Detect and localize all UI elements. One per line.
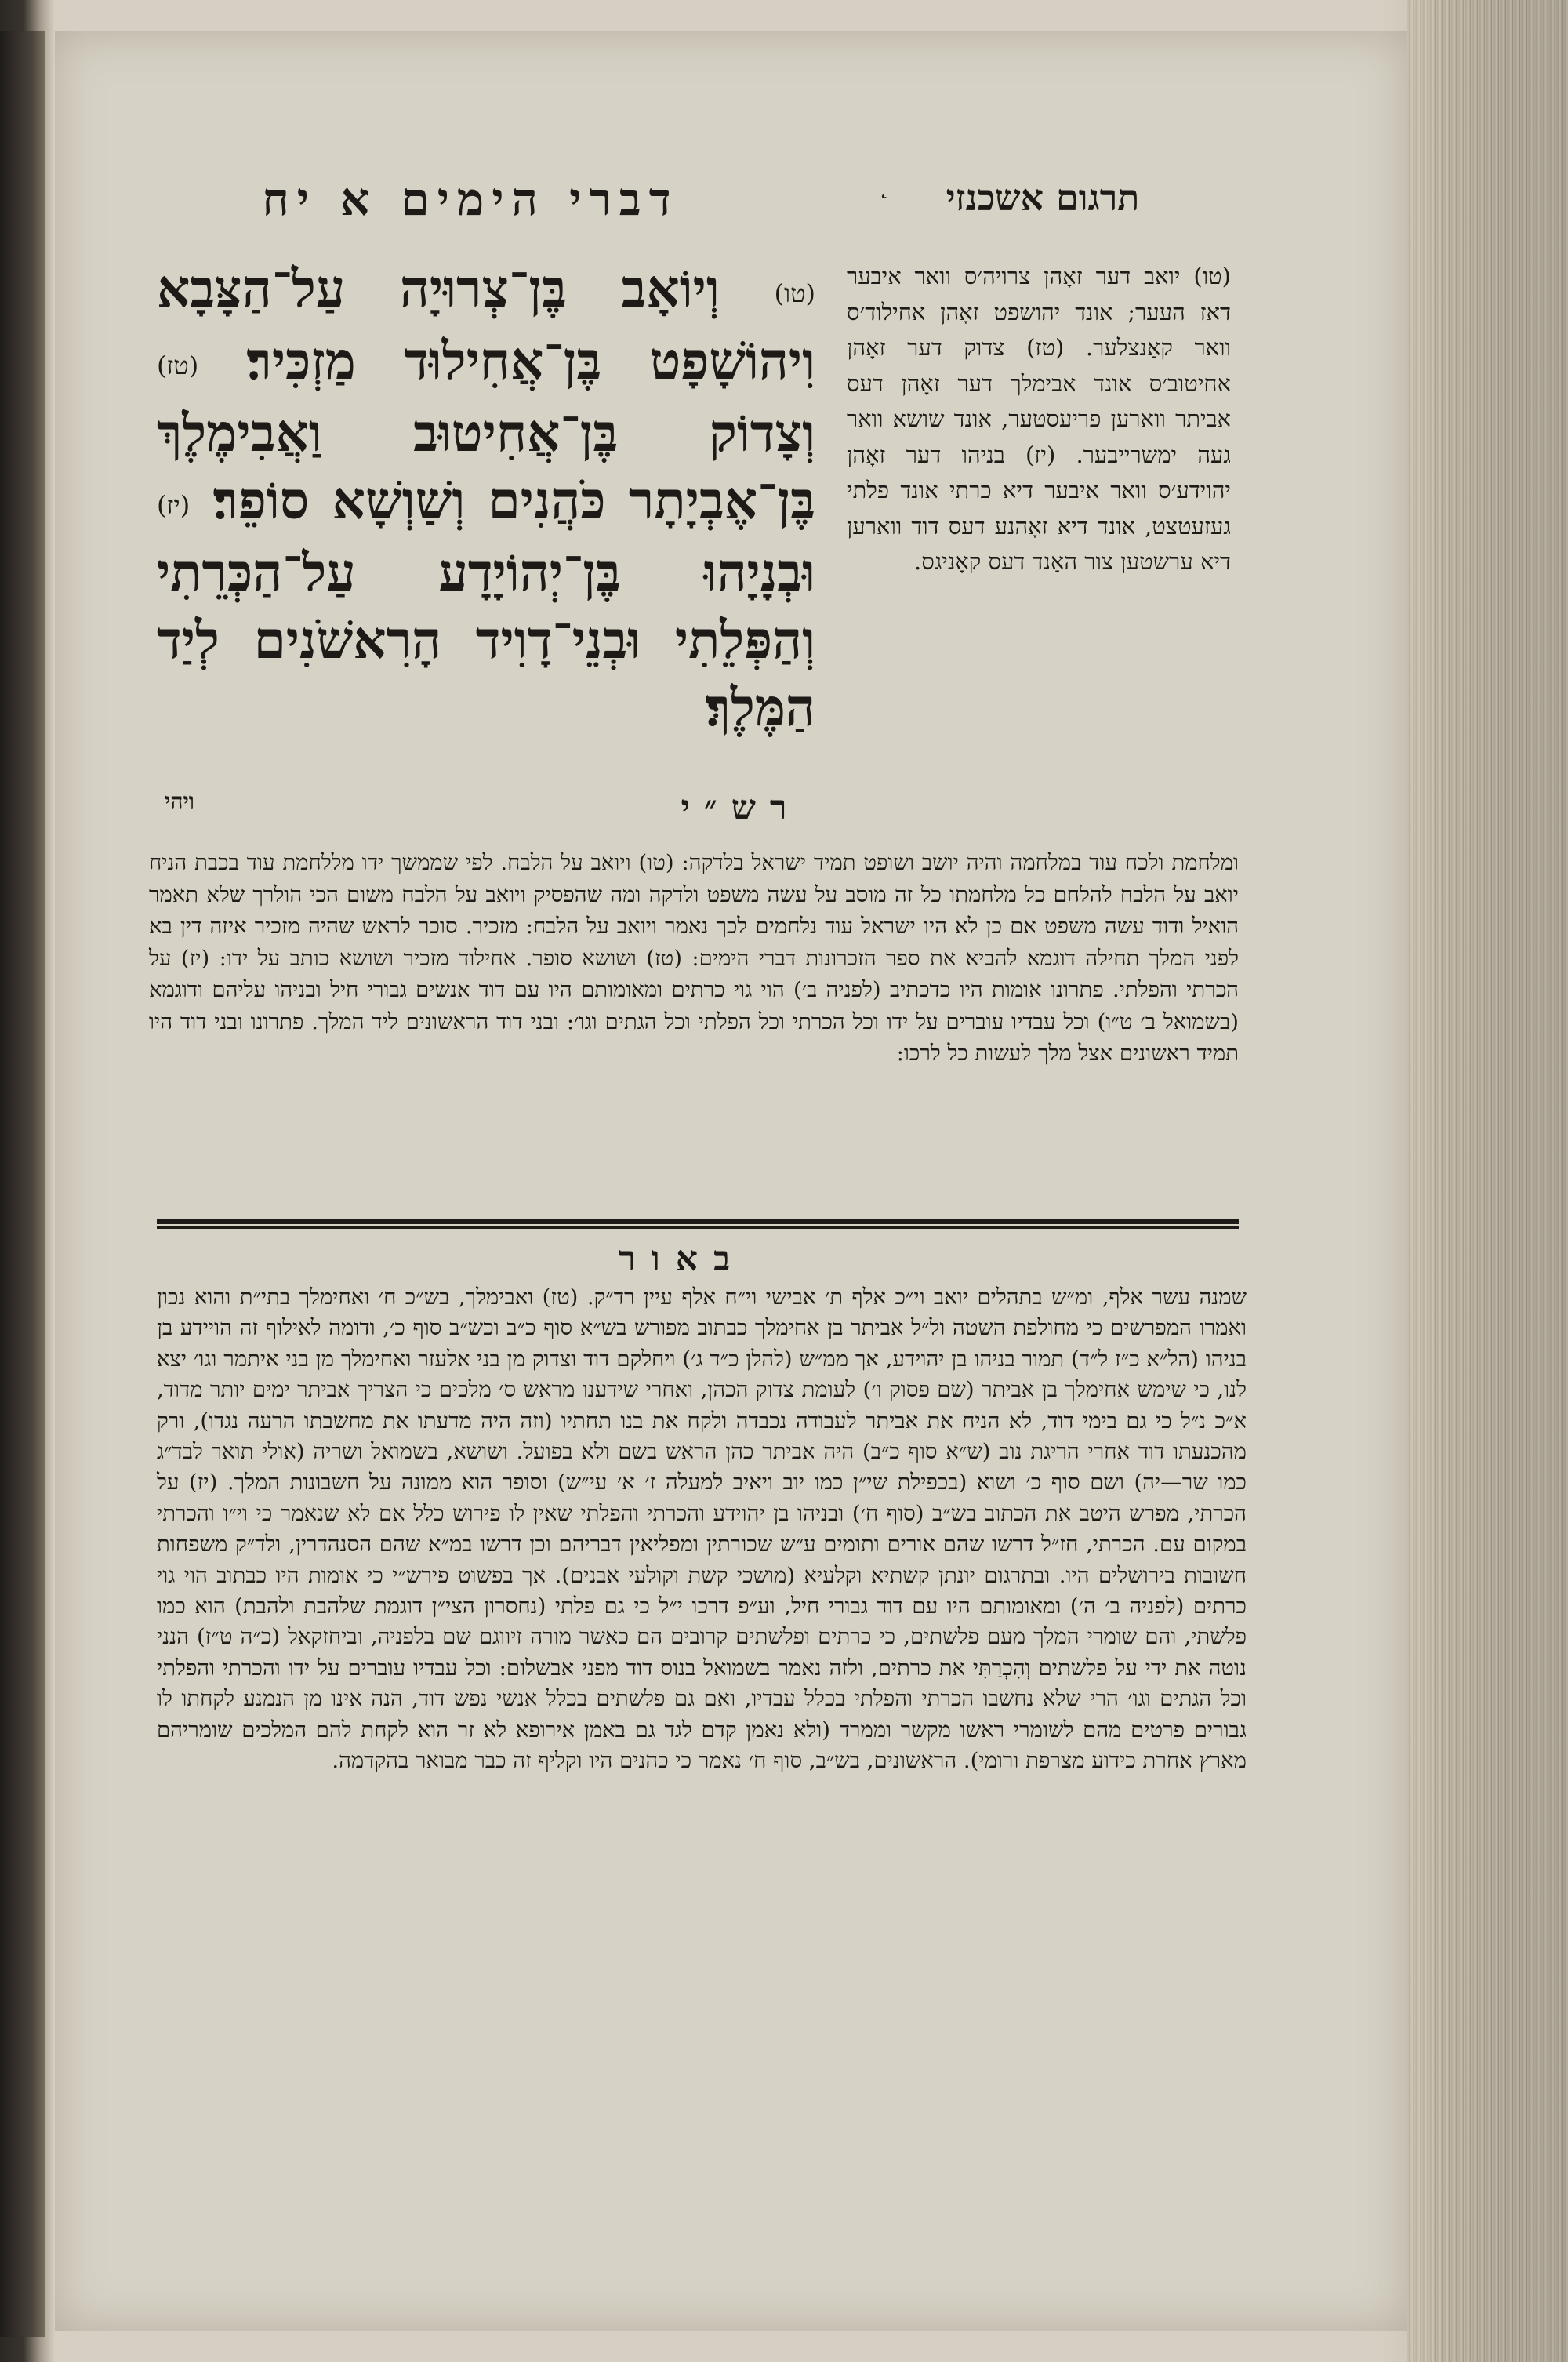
rashi-text: ומלחמת ולכח עוד במלחמה והיה יושב ושופט תמיד ישראל בלדקה: (טו) ויואב על הלבח. לפי שממשך ידו מללחמת עוד בכבת הניח יואב על הלבח להלחם כל מלחמתו כל זה מוסב על עשה משפט ולדקה ומה שהפסיק ויואב על הלבח משום הכי הולרך שלא תאמר הואיל ודוד עשה משפט אם כן לא היו ישראל עוד נלחמים לכך נאמר ויואב על הלבח: מזכיר. סוכר לראש שהיה מזכיר איזה דין בא לפני המלך תחילה דוגמא להביא את ספר הזכרונות דברי הימים: (טז) ושושא סופר. אחילוד מזכיר ושושא כותב על ידו: (יז) על הכרתי והפלתי. פתרונו אומות היו כדכתיב (לפניה ב׳) הוי גוי כרתים ומאומותם היו עם דוד אנשים גבורי חיל ובניהו עליהם ודוגמא (בשמואל ב׳ ט״ו) וכל עבדיו עוברים על ידו וכל הכרתי וכל הפלתי וכל הגתים וגו׳: ובני דוד הראשונים ליד המלך. פתרונו ובני דוד היו תמיד ראשונים אצל מלך לעשות כל לרכו: [149,850,1239,1066]
scripture-column [157,255,815,741]
verse-number: (יז) [157,490,191,520]
verse-text: וּבְנָיָהוּ בֶּן־יְהוֹיָדָע עַל־הַכְּרֵתִי וְהַפְּלֵתִי וּבְנֵי־דָוִיד הָרִאשֹׁנִים לְיַד הַמֶּלֶךְ׃ [157,542,815,738]
book-page-edges [1407,0,1568,2362]
section-divider-thin [157,1226,1239,1229]
running-title: דברי הימים א יח [262,173,679,226]
verse-text: וְיוֹאָב בֶּן־צְרוּיָה עַל־הַצָּבָא וִיהוֹשָׁפָט בֶּן־אֲחִילוּד מַזְכִּיר׃ [157,258,815,391]
section-divider [157,1219,1239,1224]
book-page [55,31,1407,2331]
biur-heading: באור [618,1239,746,1279]
verse [157,255,815,741]
biur-commentary [157,1282,1247,1777]
targum-column-title: תרגום אשכנזי [946,176,1140,219]
previous-page-edge [0,31,45,2337]
ornament-mark: ˛ [878,173,890,200]
rashi-heading: רש״י [681,788,801,828]
catchword: ויהי [165,788,194,814]
verse-text: וְצָדוֹק בֶּן־אֲחִיטוּב וַאֲבִימֶלֶךְ בֶּן־אֶבְיָתָר כֹּהֲנִים וְשַׁוְשָׁא סוֹפֵר׃ [157,402,815,531]
targum-text: (טו) יואב דער זאָהן צרויה׳ס וואר איבער דאז העער; אונד יהושפט זאָהן אחילוד׳ס וואר קאַנצלער. (טז) צדוק דער זאָהן אחיטוב׳ס אונד אבימלך דער זאָהן דעס אביתר ווארען פריעסטער, אונד שושא וואר געה ימשרייבער. (יז) בניהו דער זאָהן יהוידע׳ס וואר איבער דיא כרתי אונד פלתי געזעטצט, אונד דיא זאָהנע דעס דוד ווארען דיא ערשטען צור האַנד דעס קאָניגס. [847,263,1231,575]
verse-number: (טו) [774,278,815,308]
targum-column [847,259,1231,580]
verse-number: (טז) [157,351,199,380]
biur-text: שמנה עשר אלף, ומ״ש בתהלים יואב וי״כ אלף ת׳ אבישי וי״ח אלף עיין רד״ק. (טז) ואבימלך, בש״כ ח׳ ואחימלך בתי״ת והוא נכון ואמרו המפרשים כי מחולפת השטה ול״ל אביתר בן אחימלך כבתוב מפורש בש״א סוף כ״ב וכש״ב סוף כ׳, ודומה לאילוף זה הויידע בן בניהו (הל״א כ״ז ל״ד) תמור בניהו בן יהוידע, אך ממ״ש (להלן כ״ד ג׳) ויחלקם דוד וצדוק מן בני אלעזר ואחימלך מן בני איתמר וגו׳ יצא לנו, כי שימש אחימלך בן אביתר (שם פסוק ו׳) לעומת צדוק הכהן, ואחרי שידענו מראש ס׳ מלכים כי הצריך אביתר ימים יותר מדוד, א״כ נ״ל כי גם בימי דוד, לא הניח את אביתר לעבודה נכבדה ולקח את בנו תחתיו (וזה היה מדעתו את מחשבתו הרעה נגדו), ורק מהכנעתו דוד אחרי הריגת נוב (ש״א סוף כ״ב) היה אביתר כהן הראש בשם ולא בפועל. ושושא, בשמואל ושריה (אולי תואר לבד״ג כמו שר—יה) ושם סוף כ׳ ושוא (בכפילת שי״ן כמו יוב ויאיב למעלה ז׳ א׳ עי״ש) וסופר הוא ממונה על חשבונות המלך. (יז) על הכרתי, מפרש היטב את הכתוב בש״ב (סוף ח׳) ובניהו בן יהוידע והכרתי והפלתי שאין לו פירוש כלל אם לא שנאמר כי וי״ו והכרתי במקום עם. הכרתי, חז״ל דרשו שהם אורים ותומים ע״ש שכורתין ומפליאין דבריהם וכן דרשו במ״א שהם הסנהדרין, ולד״ק משפחות חשובות בירושלים היו. ובתרגום יונתן קשתיא וקלעיא (מושכי קשת וקולעי אבנים). אך בפשוט פירש״י כי אומות היו כבתוב הוי גוי כרתים (לפניה ב׳ ה׳) ומאומותם היו עם דוד גבורי חיל, וע״פ דרכו י״ל כי גם פלתי (נחסרון הצי״ן דוגמת שלהבת ולהבת) הוא כמו פלשתי, והם שומרי המלך מעם פלשתים, כי כרתים ופלשתים קרובים הם כאשר מורה זיווגם שם בלפניה, וביחזקאל (כ״ה ט״ז) הנני נוטה את ידי על פלשתים וְהִכְרַתִּי את כרתים, ולזה נאמר בשמואל בנוס דוד מפני אבשלום: וכל עבדיו עוברים על ידו והכרתי והפלתי וכל הגתים וגו׳ הרי שלא נחשבו הכרתי והפלתי בכלל עבדיו, ואם גם פלשתים בכלל אנשי נפש דוד, הנה אינו מן הנמנע לקחתו לו גבורים פרטים מהם לשומרי ראשו מקשר וממרד (ולא נאמן קדם לגד גם באמן אירופא לא זר הוא לקחת להם המלכים שומריהם מארץ אחרת כידוע מצרפת ורומי). הראשונים, בש״ב, סוף ח׳ נאמר כי כהנים היו וקליף זה כבר מבואר בהקדמה. [157,1285,1247,1774]
rashi-commentary [149,847,1239,1070]
